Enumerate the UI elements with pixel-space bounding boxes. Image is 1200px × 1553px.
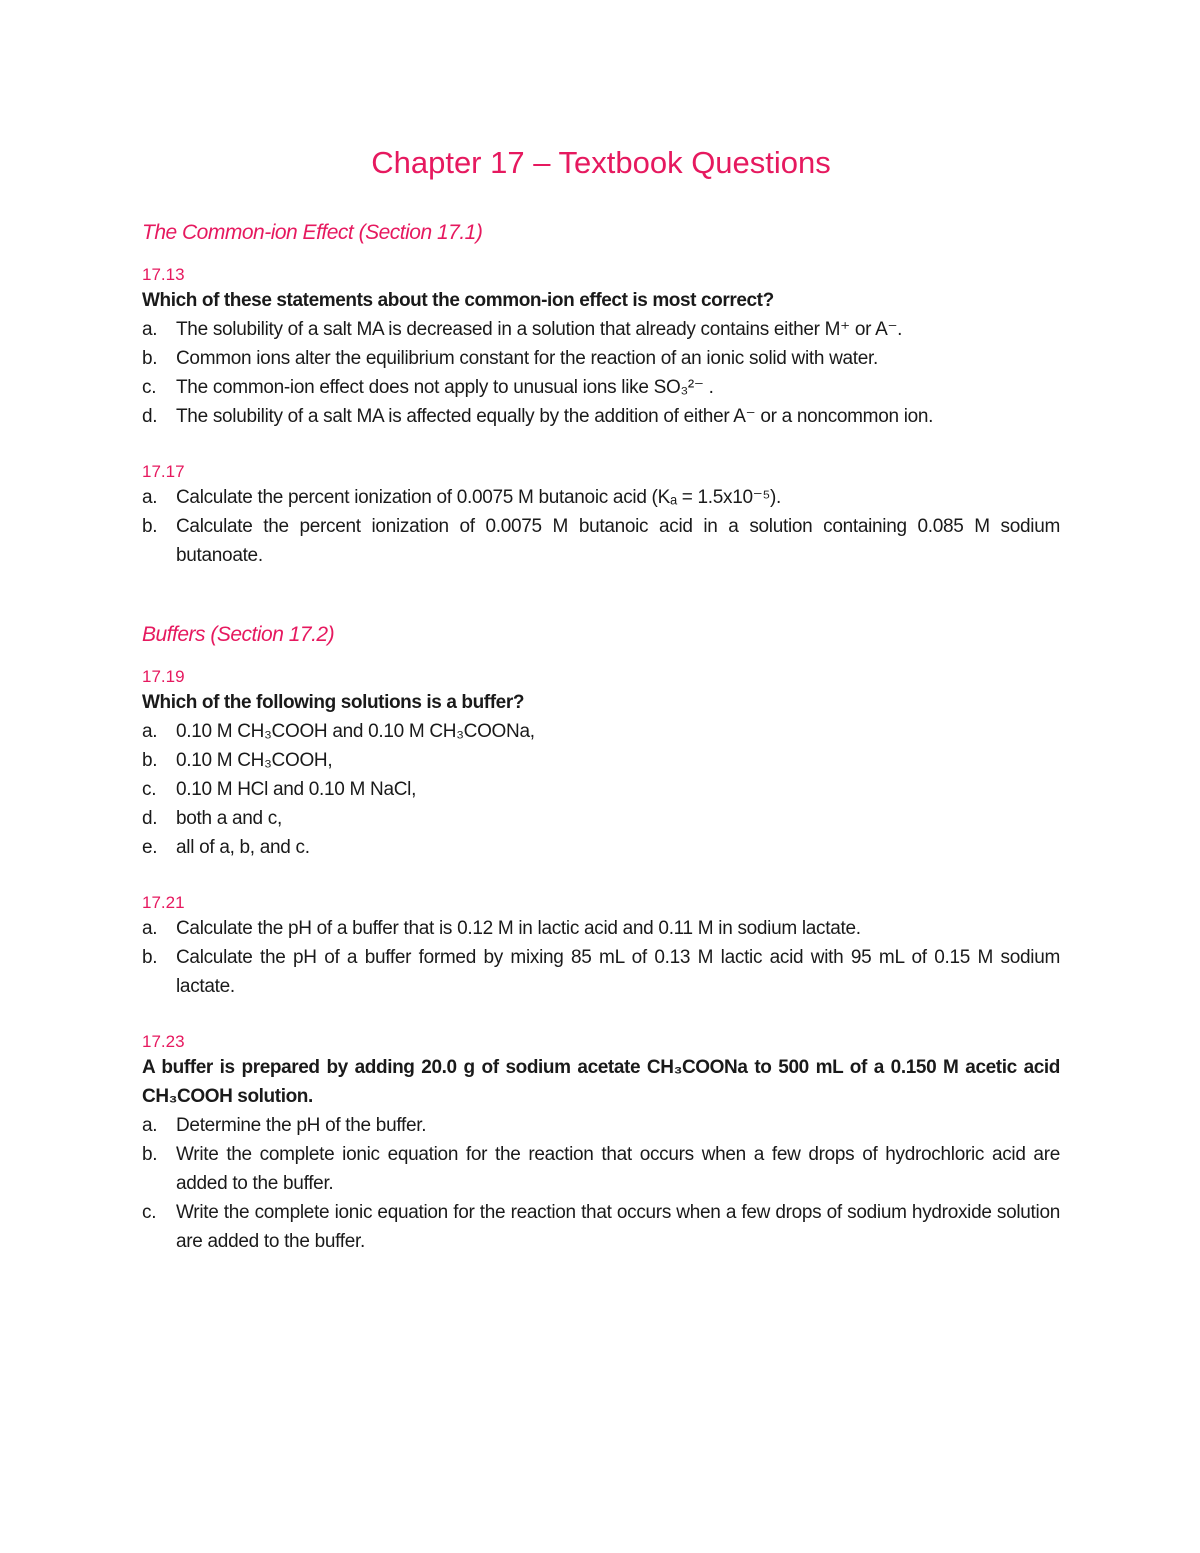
option-item [142,1198,1060,1256]
option-list [142,914,1060,1001]
option-text: Determine the pH of the buffer. [176,1115,427,1136]
option-text: Calculate the percent ionization of 0.0075 M butanoic acid in a solution containing 0.085 M sodium butanoate. [176,516,1060,566]
option-text: The common-ion effect does not apply to unusual ions like SO₃²⁻ . [176,377,714,398]
question-number: 17.21 [142,893,185,912]
option-item [142,833,1060,862]
option-item [142,746,1060,775]
option-text: The solubility of a salt MA is affected equally by the addition of either A⁻ or a noncommon ion. [176,406,934,427]
option-text: Calculate the pH of a buffer that is 0.12 M in lactic acid and 0.11 M in sodium lactate. [176,918,861,939]
option-letter: a. [142,721,158,742]
option-item [142,344,1060,373]
option-letter: b. [142,1144,158,1165]
option-text: Calculate the percent ionization of 0.0075 M butanoic acid (Kₐ = 1.5x10⁻⁵). [176,487,782,508]
option-text: 0.10 M HCl and 0.10 M NaCl, [176,779,417,800]
question-17-23 [142,1031,1060,1256]
option-item [142,914,1060,943]
option-item [142,402,1060,431]
option-list [142,717,1060,862]
option-letter: a. [142,918,158,939]
option-item [142,315,1060,344]
question-number: 17.19 [142,667,185,686]
option-letter: a. [142,1115,158,1136]
question-number: 17.17 [142,462,185,481]
option-text: The solubility of a salt MA is decreased in a solution that already contains either M⁺ or A⁻. [176,319,903,340]
question-number: 17.23 [142,1032,185,1051]
question-17-19 [142,666,1060,862]
option-letter: a. [142,319,158,340]
option-letter: d. [142,406,158,427]
question-17-17 [142,461,1060,570]
option-item [142,483,1060,512]
option-text: both a and c, [176,808,282,829]
option-item [142,373,1060,402]
option-letter: e. [142,837,158,858]
option-letter: d. [142,808,158,829]
option-text: Write the complete ionic equation for the reaction that occurs when a few drops of hydrochloric acid are added to the buffer. [176,1144,1060,1194]
option-text: all of a, b, and c. [176,837,310,858]
option-letter: c. [142,377,157,398]
option-list [142,1111,1060,1256]
section-buffers [142,620,1060,1256]
page-title: Chapter 17 – Textbook Questions [371,145,831,180]
section-heading: Buffers (Section 17.2) [142,623,335,646]
option-text: Write the complete ionic equation for the reaction that occurs when a few drops of sodium hydroxide solution are added to the buffer. [176,1202,1060,1252]
option-item [142,775,1060,804]
option-letter: c. [142,779,157,800]
question-stem: Which of the following solutions is a buffer? [142,692,525,713]
option-text: Common ions alter the equilibrium constant for the reaction of an ionic solid with water. [176,348,878,369]
option-text: 0.10 M CH₃COOH, [176,750,333,771]
option-item [142,804,1060,833]
question-number: 17.13 [142,265,185,284]
option-list [142,483,1060,570]
option-letter: b. [142,750,158,771]
option-text: 0.10 M CH₃COOH and 0.10 M CH₃COONa, [176,721,535,742]
option-letter: a. [142,487,158,508]
option-item [142,1140,1060,1198]
option-item [142,943,1060,1001]
option-item [142,1111,1060,1140]
option-text: Calculate the pH of a buffer formed by mixing 85 mL of 0.13 M lactic acid with 95 mL of 0.15 M sodium lactate. [176,947,1060,997]
document-page [142,140,1060,1286]
section-common-ion-effect [142,218,1060,570]
question-17-13 [142,264,1060,431]
option-letter: c. [142,1202,157,1223]
option-item [142,512,1060,570]
question-stem: Which of these statements about the common-ion effect is most correct? [142,290,774,311]
option-letter: b. [142,516,158,537]
option-letter: b. [142,947,158,968]
question-stem: A buffer is prepared by adding 20.0 g of sodium acetate CH₃COONa to 500 mL of a 0.150 M acetic acid CH₃COOH solution. [142,1057,1060,1107]
option-letter: b. [142,348,158,369]
question-17-21 [142,892,1060,1001]
option-item [142,717,1060,746]
section-heading: The Common-ion Effect (Section 17.1) [142,221,483,244]
option-list [142,315,1060,431]
